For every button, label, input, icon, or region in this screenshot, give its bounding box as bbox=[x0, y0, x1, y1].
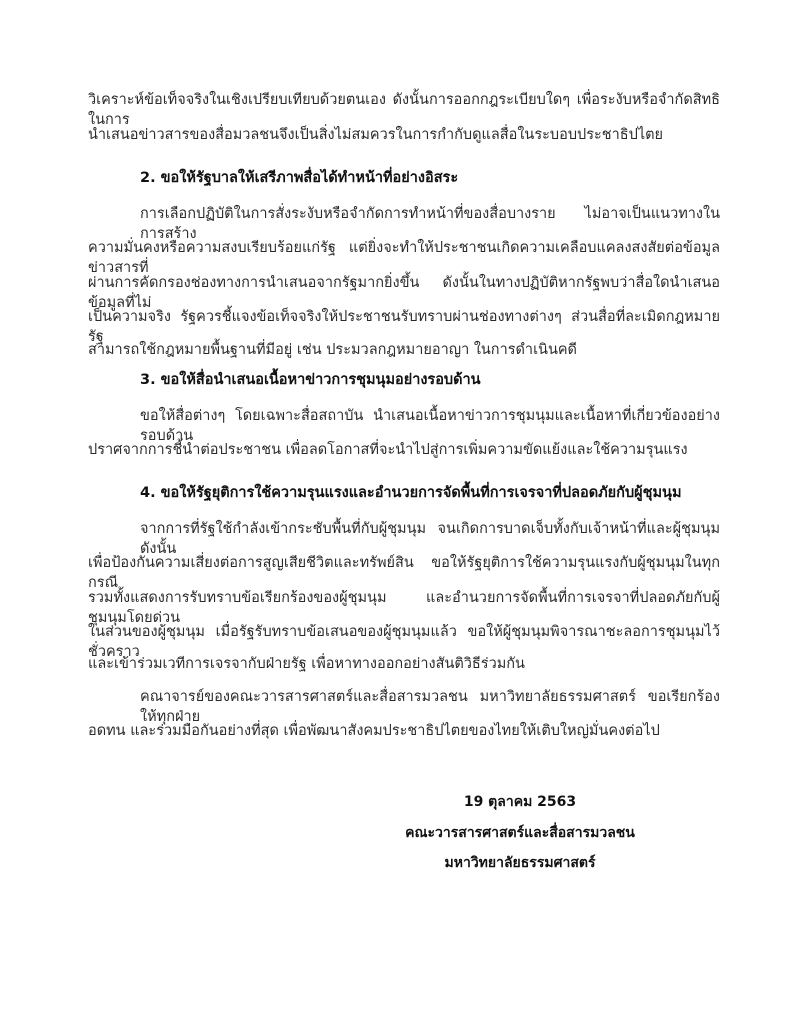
body-text-line: เพื่อป้องกันความเสี่ยงต่อการสูญเสียชีวิตและทรัพย์สิน ขอให้รัฐยุติการใช้ความรุนแรงกับผู้ชุมนุมในทุกกรณี bbox=[88, 555, 720, 591]
body-text-line: คณาจารย์ของคณะวารสารศาสตร์และสื่อสารมวลชน มหาวิทยาลัยธรรมศาสตร์ ขอเรียกร้องให้ทุกฝ่าย bbox=[140, 689, 720, 725]
body-text-line: อดทน และร่วมมือกันอย่างที่สุด เพื่อพัฒนาสังคมประชาธิปไตยของไทยให้เติบใหญ่มั่นคงต่อไป bbox=[88, 723, 660, 739]
body-text-line: จากการที่รัฐใช้กำลังเข้ากระชับพื้นที่กับผู้ชุมนุม จนเกิดการบาดเจ็บทั้งกับเจ้าหน้าที่และผู้ชุมนุม ดังนั้น bbox=[140, 521, 720, 557]
body-text-line: ปราศจากการชี้นำต่อประชาชน เพื่อลดโอกาสที่จะนำไปสู่การเพิ่มความขัดแย้งและใช้ความรุนแรง bbox=[88, 442, 688, 458]
signature-university: มหาวิทยาลัยธรรมศาสตร์ bbox=[444, 855, 596, 871]
section-heading-4: 4. ขอให้รัฐยุติการใช้ความรุนแรงและอำนวยการจัดพื้นที่การเจรจาที่ปลอดภัยกับผู้ชุมนุม bbox=[140, 485, 682, 501]
signature-faculty: คณะวารสารศาสตร์และสื่อสารมวลชน bbox=[405, 825, 635, 841]
body-text-line: วิเคราะห์ข้อเท็จจริงในเชิงเปรียบเทียบด้วยตนเอง ดังนั้นการออกกฎระเบียบใดๆ เพื่อระงับหรือจำกัดสิทธิในการ bbox=[88, 92, 720, 128]
body-text-line: ความมั่นคงหรือความสงบเรียบร้อยแก่รัฐ แต่ยิ่งจะทำให้ประชาชนเกิดความเคลือบแคลงสงสัยต่อข้อมูลข่าวสารที่ bbox=[88, 240, 720, 276]
body-text-line: สามารถใช้กฎหมายพื้นฐานที่มีอยู่ เช่น ประมวลกฎหมายอาญา ในการดำเนินคดี bbox=[88, 342, 577, 358]
body-text-line: รวมทั้งแสดงการรับทราบข้อเรียกร้องของผู้ชุมนุม และอำนวยการจัดพื้นที่การเจรจาที่ปลอดภัยกับผู้ชุมนุมโดยด่วน bbox=[88, 590, 720, 626]
body-text-line: นำเสนอข่าวสารของสื่อมวลชนจึงเป็นสิ่งไม่สมควรในการกำกับดูแลสื่อในระบอบประชาธิปไตย bbox=[88, 127, 664, 143]
body-text-line: และเข้าร่วมเวทีการเจรจากับฝ่ายรัฐ เพื่อหาทางออกอย่างสันติวิธีร่วมกัน bbox=[88, 656, 525, 672]
body-text-line: ผ่านการคัดกรองช่องทางการนำเสนอจากรัฐมากยิ่งขึ้น ดังนั้นในทางปฏิบัติหากรัฐพบว่าสื่อใดนำเสนอข้อมูลที่ไม่ bbox=[88, 275, 720, 311]
body-text-line: ขอให้สื่อต่างๆ โดยเฉพาะสื่อสถาบัน นำเสนอเนื้อหาข่าวการชุมนุมและเนื้อหาที่เกี่ยวข้องอย่างรอบด้าน bbox=[140, 408, 720, 444]
body-text-line: ในส่วนของผู้ชุมนุม เมื่อรัฐรับทราบข้อเสนอของผู้ชุมนุมแล้ว ขอให้ผู้ชุมนุมพิจารณาชะลอการชุมนุมไว้ชั่วคราว bbox=[88, 624, 720, 660]
signature-date: 19 ตุลาคม 2563 bbox=[463, 794, 577, 810]
body-text-line: การเลือกปฏิบัติในการสั่งระงับหรือจำกัดการทำหน้าที่ของสื่อบางราย ไม่อาจเป็นแนวทางในการสร้าง bbox=[140, 206, 720, 242]
section-heading-3: 3. ขอให้สื่อนำเสนอเนื้อหาข่าวการชุมนุมอย่างรอบด้าน bbox=[140, 372, 481, 388]
body-text-line: เป็นความจริง รัฐควรชี้แจงข้อเท็จจริงให้ประชาชนรับทราบผ่านช่องทางต่างๆ ส่วนสื่อที่ละเมิดกฎหมาย รัฐ bbox=[88, 309, 720, 345]
section-heading-2: 2. ขอให้รัฐบาลให้เสรีภาพสื่อได้ทำหน้าที่อย่างอิสระ bbox=[140, 170, 459, 186]
